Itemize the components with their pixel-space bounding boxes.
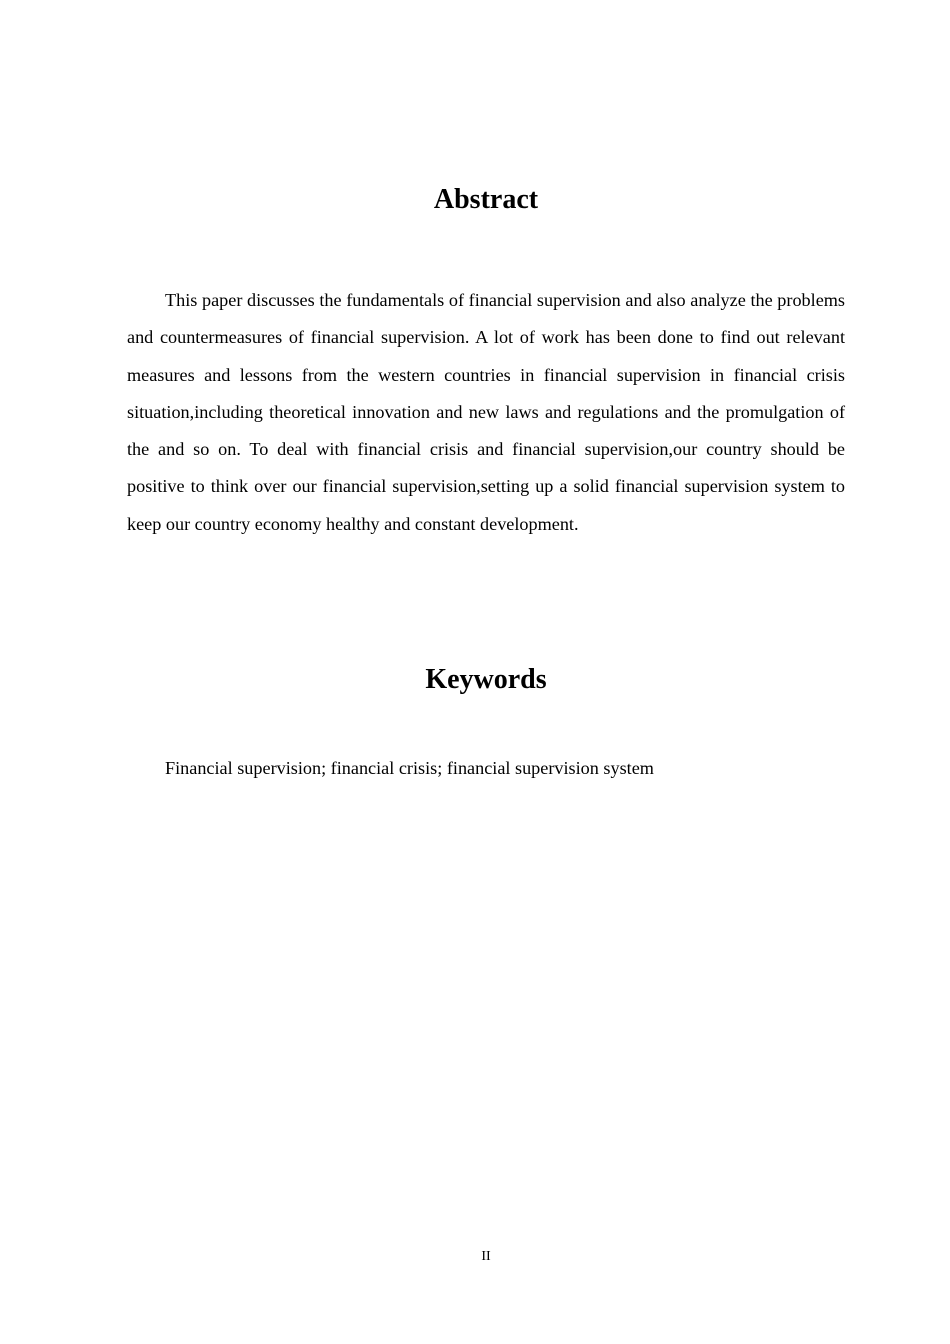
abstract-paragraph: This paper discusses the fundamentals of financial supervision and also analyze the problems and countermeasures of financial supervision. A lot of work has been done to find out relevant measures and lessons from the western countries in financial supervision in financial crisis situation,including theoretical innovation and new laws and regulations and the promulgation of the and so on. To deal with financial crisis and financial supervision,our country should be positive to think over our financial supervision,setting up a solid financial supervision system to keep our country economy healthy and constant development. xyxy=(127,290,845,534)
keywords-list: Financial supervision; financial crisis; financial supervision system xyxy=(165,758,654,778)
abstract-heading: Abstract xyxy=(433,184,539,215)
page-number: II xyxy=(481,1249,491,1264)
keywords-heading: Keywords xyxy=(425,664,547,695)
